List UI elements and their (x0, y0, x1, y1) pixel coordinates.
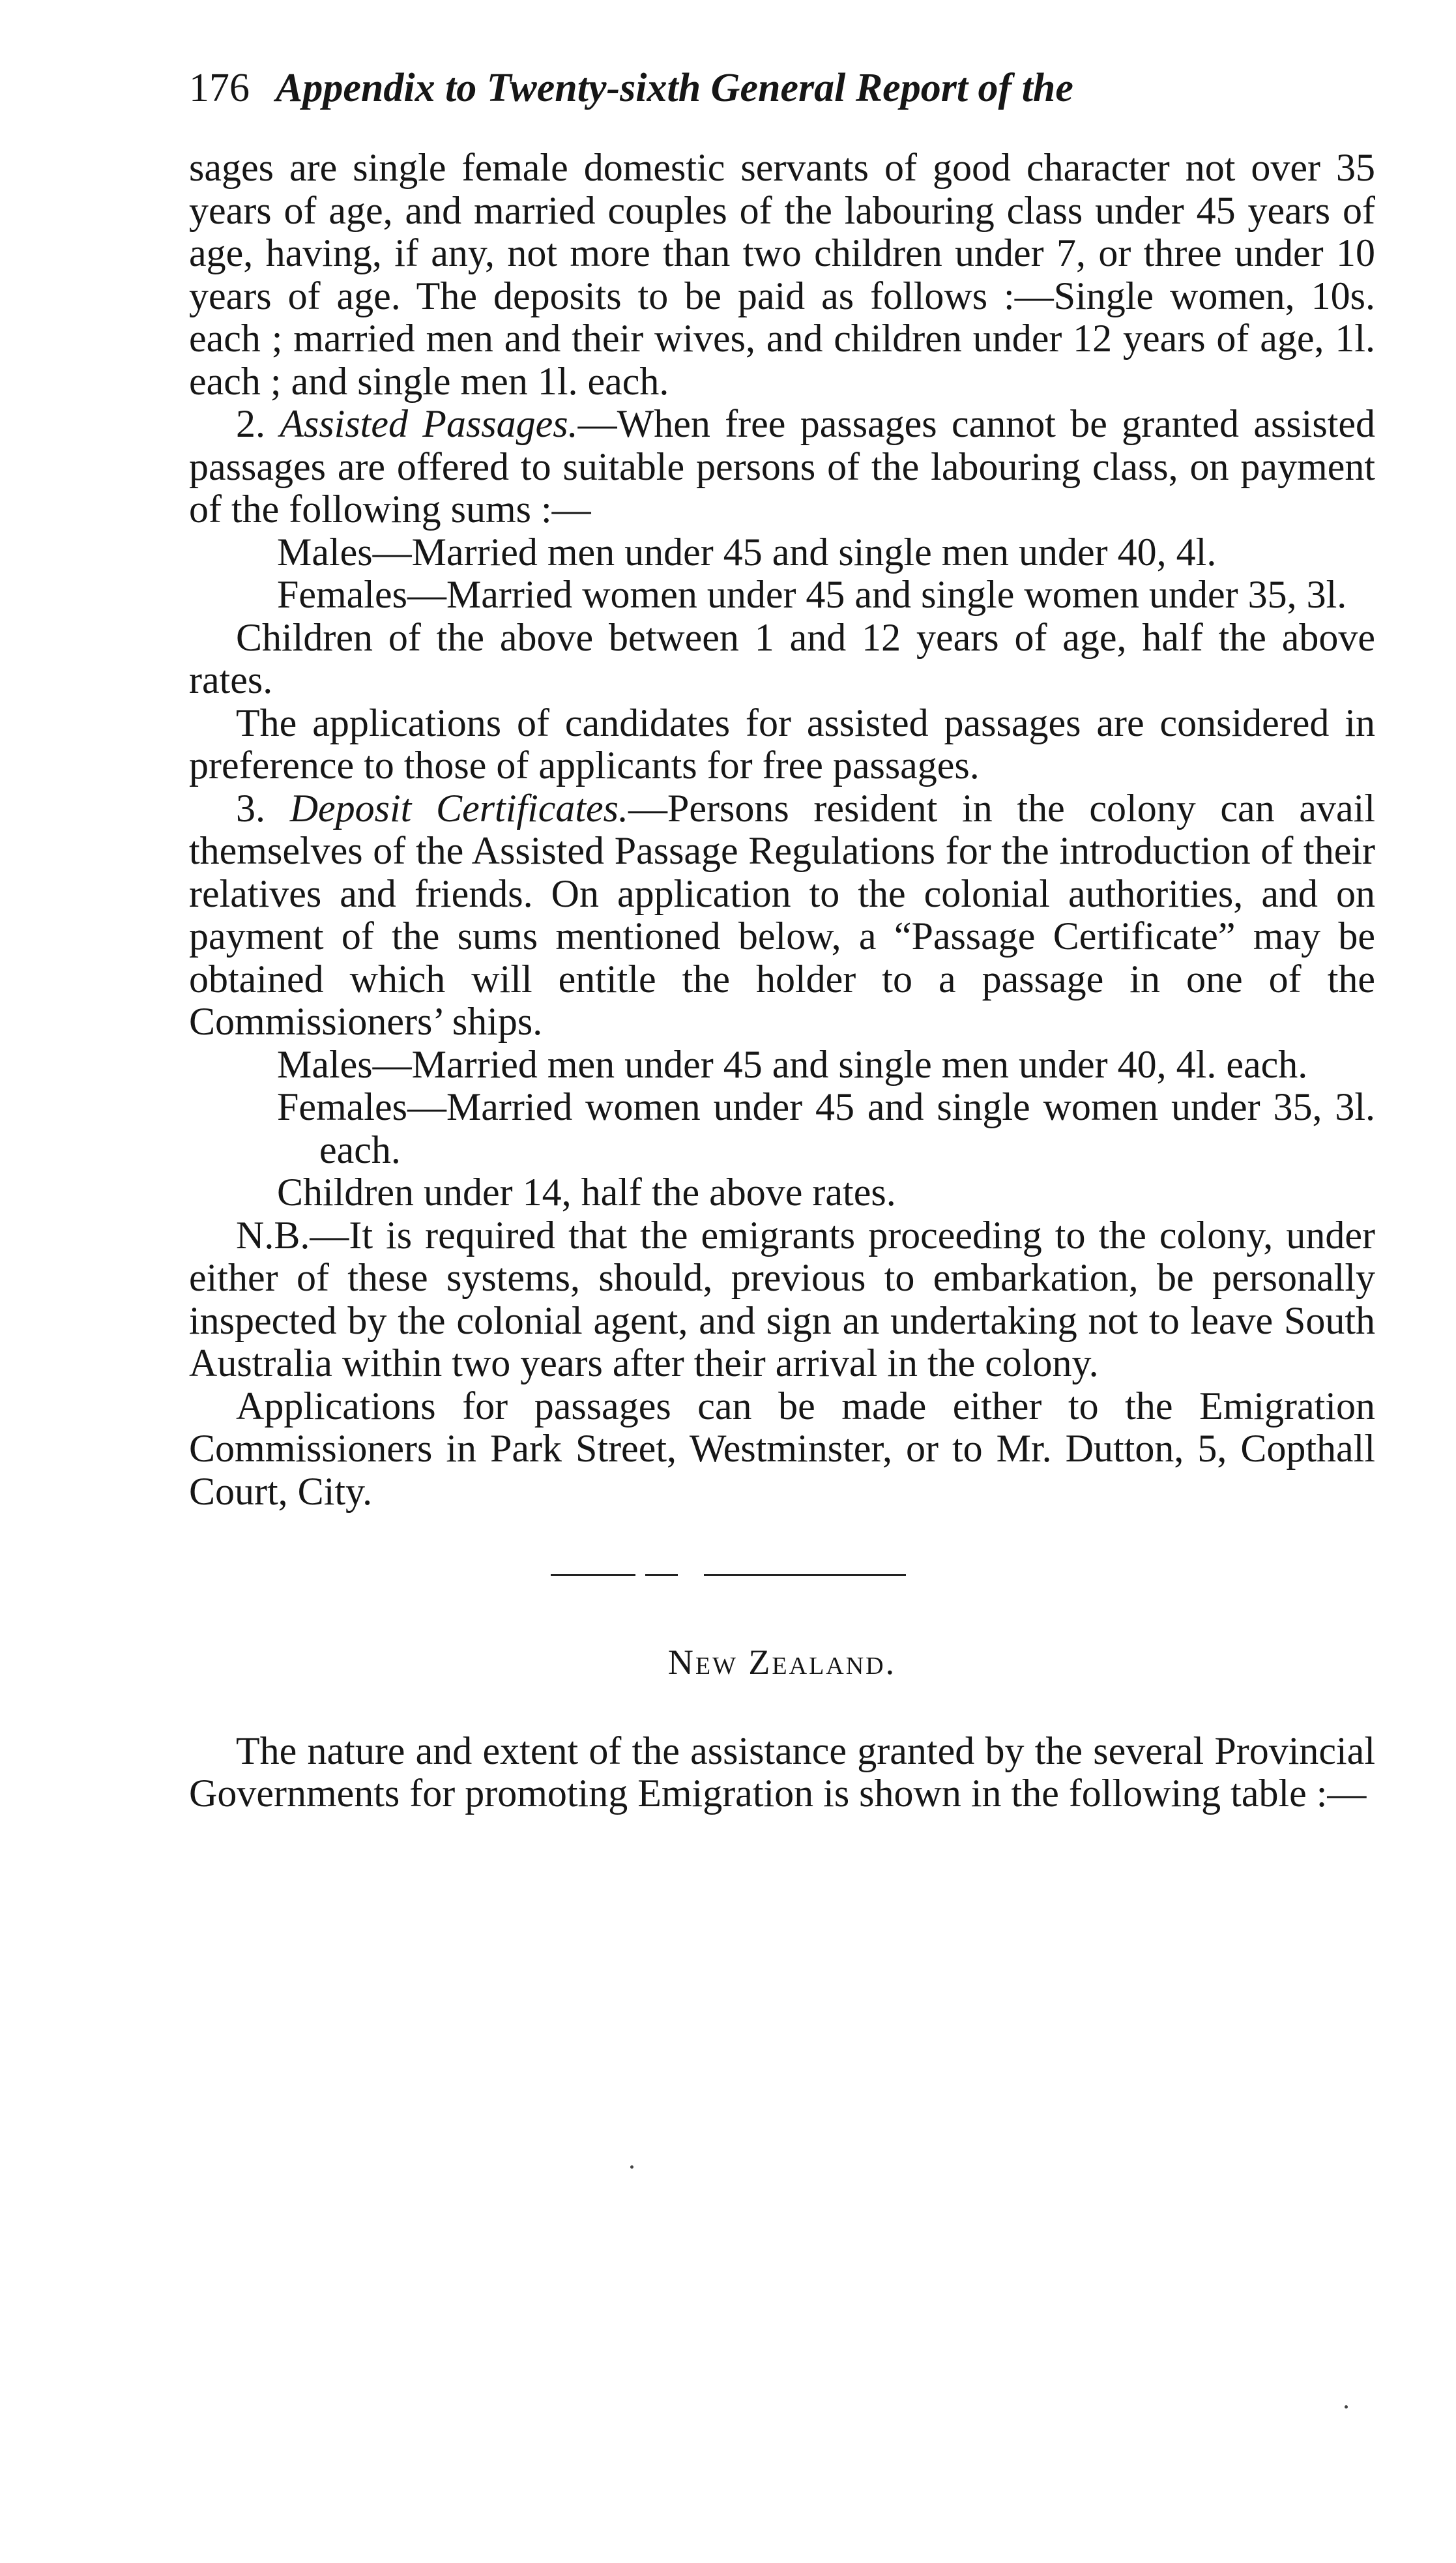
document-page (189, 62, 1375, 1815)
applications-paragraph: Applications for passages can be made either to the Emigration Commissioners in Park Street, Westminster, or to Mr. Dutton, 5, Copthall Court, City. (189, 1384, 1375, 1513)
deposit-males-rate: Males—Married men under 45 and single men under 40, 4l. each. (277, 1042, 1308, 1086)
assisted-passages-text: —When free passages cannot be granted assisted passages are offered to suitable persons of the labouring class, on payment of the following sums :— (189, 402, 1376, 531)
page-header (189, 62, 1375, 121)
assisted-passages-number: 2. (236, 402, 265, 445)
assisted-passages-paragraph (189, 403, 1375, 531)
nb-paragraph: N.B.—It is required that the emigrants proceeding to the colony, under either of these systems, should, previous to embarkation, be personally inspected by the colonial agent, and sign an undertaking not to leave South Australia within two years after their arrival in the colony. (189, 1213, 1375, 1384)
assisted-males-rate: Males—Married men under 45 and single men under 40, 4l. (277, 530, 1217, 574)
assisted-applications-note: The applications of candidates for assisted passages are considered in preference to those of applicants for free passages. (189, 701, 1375, 787)
deposit-certificates-heading: Deposit Certificates. (289, 786, 629, 830)
deposit-females-rate: Females—Married women under 45 and single women under 35, 3l. each. (277, 1085, 1375, 1171)
deposit-certificates-paragraph (189, 787, 1375, 1044)
assisted-passages-heading: Assisted Passages. (280, 402, 578, 445)
deposit-certificates-number: 3. (236, 786, 265, 830)
new-zealand-paragraph: The nature and extent of the assistance granted by the several Provincial Governments for promoting Emigration is shown in the following table :— (189, 1729, 1375, 1815)
section-title: New Zealand. (667, 1643, 897, 1682)
deposit-children-rate: Children under 14, half the above rates. (277, 1171, 896, 1214)
continuation-paragraph: sages are single female domestic servants of good character not over 35 years of age, and married couples of the labouring class under 45 years of age, having, if any, not more than two children under 7, or three under 10 years of age. The deposits to be paid as follows :—Single women, 10s. each ; married men and their wives, and children under 12 years of age, 1l. each ; and single men 1l. each. (189, 146, 1375, 403)
running-title: Appendix to Twenty-sixth General Report of the (276, 66, 1073, 110)
body-text (189, 147, 1375, 1815)
deposit-certificates-text: —Persons resident in the colony can avail themselves of the Assisted Passage Regulations for the introduction of their relatives and friends. On application to the colonial authorities, and on payment of the sums mentioned below, a “Passage Certificate” may be obtained which will entitle the holder to a passage in one of the Commissioners’ ships. (189, 786, 1375, 1043)
assisted-children-rate: Children of the above between 1 and 12 years of age, half the above rates. (189, 615, 1375, 701)
section-divider (189, 1574, 1375, 1577)
assisted-females-rate: Females—Married women under 45 and single women under 35, 3l. (277, 573, 1347, 616)
page-number: 176 (189, 66, 250, 110)
